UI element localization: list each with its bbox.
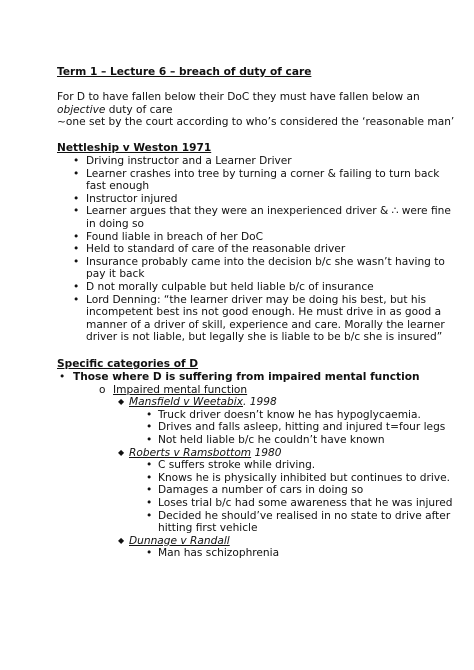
intro-line — [57, 104, 457, 117]
intro-emphasis: objective — [57, 103, 106, 116]
bullet-icon: • — [73, 255, 80, 268]
circle-bullet-icon: o — [99, 383, 106, 396]
bullet-icon: • — [146, 433, 153, 446]
bullet-icon: • — [73, 205, 80, 218]
case-year: 1980 — [251, 446, 282, 459]
bullet-icon: • — [146, 547, 153, 560]
case-year: . 1998 — [243, 396, 277, 409]
list-item: • Loses trial b/c had some awareness that he was injured — [146, 496, 453, 509]
case-entry — [57, 396, 457, 409]
outline-group: • Those where D is suffering from impaired mental function — [59, 371, 420, 383]
list-item: • C suffers stroke while driving. — [146, 459, 316, 472]
list-item: • Decided he should’ve realised in no state to drive after hitting first vehicle — [146, 509, 451, 535]
bullet-icon: • — [146, 421, 153, 434]
list-item: • Driving instructor and a Learner Driver — [73, 155, 292, 167]
list-item: • Learner crashes into tree by turning a corner & failing to turn back fast enough — [73, 167, 440, 193]
list-item: • Lord Denning: “the learner driver may be doing his best, but his incompetent best ins not good enough. He must drive in as good a manner of a driver of skill, experience and care. Morally the learner driver is not liable, but legally she is liable to be b/c she is insured” — [73, 293, 445, 344]
bullet-icon: • — [73, 230, 80, 243]
list-item: • Instructor injured — [73, 192, 178, 205]
case-facts-list — [57, 155, 457, 344]
intro-paragraph — [57, 91, 457, 129]
case-name: Roberts v Ramsbottom — [129, 446, 252, 459]
intro-line: ~one set by the court according to who’s considered the ‘reasonable man’ — [57, 116, 455, 129]
case-name: Dunnage v Randall — [129, 534, 230, 547]
case-heading: Nettleship v Weston 1971 — [57, 142, 212, 154]
list-item: • Man has schizophrenia — [146, 547, 280, 560]
list-item: • Not held liable b/c he couldn’t have known — [146, 433, 385, 446]
bullet-icon: • — [146, 459, 153, 472]
section-heading: Specific categories of D — [57, 358, 199, 370]
page-title: Term 1 – Lecture 6 – breach of duty of care — [57, 66, 312, 78]
list-item: • Held to standard of care of the reasonable driver — [73, 243, 346, 256]
list-item: • Truck driver doesn’t know he has hypoglycaemia. — [146, 408, 421, 421]
outline-subgroup: o Impaired mental function — [99, 383, 248, 396]
intro-line-rest: duty of care — [105, 103, 173, 116]
case-name: Mansfield v Weetabix — [129, 396, 243, 409]
bullet-icon: • — [73, 155, 80, 167]
list-item: • Damages a number of cars in doing so — [146, 484, 364, 497]
bullet-icon: • — [59, 371, 66, 383]
bullet-icon: • — [73, 293, 80, 306]
list-item: • D not morally culpable but held liable b/c of insurance — [73, 280, 374, 293]
bullet-icon: • — [146, 484, 153, 497]
diamond-bullet-icon: ◆ — [118, 535, 125, 545]
case-entry — [57, 447, 457, 460]
diamond-bullet-icon: ◆ — [118, 397, 125, 407]
diamond-bullet-icon: ◆ — [118, 447, 125, 457]
bullet-icon: • — [146, 496, 153, 509]
bullet-icon: • — [146, 408, 153, 421]
intro-line: For D to have fallen below their DoC they must have fallen below an — [57, 91, 420, 103]
list-item: • Found liable in breach of her DoC — [73, 230, 264, 243]
bullet-icon: • — [146, 509, 153, 522]
bullet-icon: • — [73, 167, 80, 180]
case-entry — [57, 535, 457, 548]
bullet-icon: • — [73, 192, 80, 205]
bullet-icon: • — [146, 471, 153, 484]
list-item: • Learner argues that they were an inexperienced driver & ∴ were fine in doing so — [73, 205, 451, 230]
bullet-icon: • — [73, 243, 80, 256]
list-item: • Drives and falls asleep, hitting and injured t=four legs — [146, 421, 446, 434]
categories-outline — [57, 371, 457, 560]
bullet-icon: • — [73, 280, 80, 293]
list-item: • Knows he is physically inhibited but continues to drive. — [146, 471, 450, 484]
list-item: • Insurance probably came into the decision b/c she wasn’t having to pay it back — [73, 255, 445, 281]
